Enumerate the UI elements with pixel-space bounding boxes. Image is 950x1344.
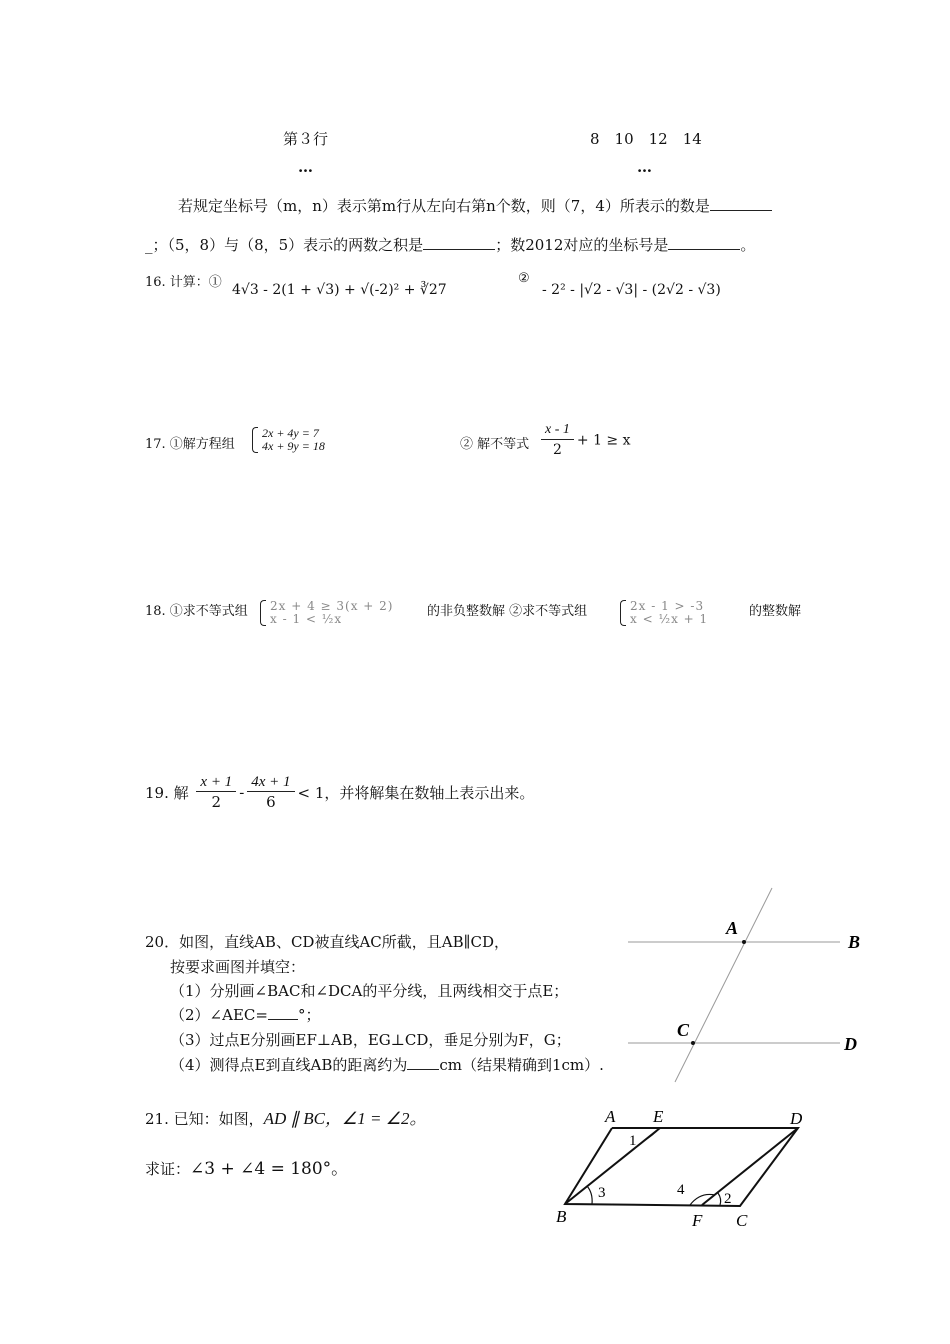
q19-fraction-2 bbox=[247, 773, 294, 812]
q17-eq2: 4x + 9y = 18 bbox=[262, 439, 325, 453]
q20-figure bbox=[625, 880, 865, 1085]
q20-blank-angle bbox=[268, 1005, 298, 1020]
q17-label2: ② 解不等式 bbox=[460, 437, 530, 452]
table-row3-label: 第３行 bbox=[283, 130, 329, 148]
q19-minus: - bbox=[239, 783, 245, 802]
point-c bbox=[691, 1041, 695, 1045]
q20-line3: （1）分别画∠BAC和∠DCA的平分线，且两线相交于点E； bbox=[170, 982, 569, 1000]
q15-line2-b: ；数2012对应的坐标号是 bbox=[495, 236, 669, 254]
q20-line4-a: （2）∠AEC= bbox=[170, 1006, 268, 1024]
q19-f2-den: 6 bbox=[266, 793, 276, 811]
q20-line6-b: cm（结果精确到1cm）. bbox=[439, 1056, 604, 1074]
label-b: B bbox=[848, 932, 861, 952]
label-angle-4: 4 bbox=[677, 1182, 685, 1198]
q21-line1-a: 21. 已知：如图， bbox=[145, 1110, 264, 1128]
ellipsis-left: … bbox=[298, 158, 313, 176]
q16-expr2: - 2² - |√2 - √3| - (2√2 - √3) bbox=[542, 282, 721, 298]
line-ac bbox=[675, 888, 772, 1082]
q19-f2-num: 4x + 1 bbox=[247, 773, 294, 792]
q20-line4-b: °； bbox=[297, 1006, 321, 1024]
q18-mid: 的非负整数解 ②求不等式组 bbox=[427, 604, 588, 619]
q15-blank-2 bbox=[423, 235, 495, 250]
label-c: C bbox=[736, 1211, 748, 1230]
q18-system2 bbox=[618, 600, 708, 626]
q17-frac-num: x - 1 bbox=[541, 421, 574, 440]
q19-f1-den: 2 bbox=[211, 793, 222, 811]
q17-fraction bbox=[541, 421, 574, 460]
q18-system1 bbox=[258, 600, 394, 626]
angle-3-arc bbox=[587, 1186, 592, 1204]
q20-line5: （3）过点E分别画EF⊥AB，EG⊥CD，垂足分别为F，G； bbox=[170, 1031, 571, 1049]
q16-expr1: 4√3 - 2(1 + √3) + √(-2)² + ∛27 bbox=[232, 282, 447, 298]
q17-system bbox=[250, 427, 325, 453]
q21-line2-a: 求证： bbox=[145, 1160, 191, 1178]
q16-label2: ② bbox=[518, 271, 530, 286]
label-angle-3: 3 bbox=[598, 1185, 606, 1201]
q15-line2 bbox=[145, 234, 755, 255]
q15-blank-1 bbox=[710, 196, 772, 211]
label-angle-2: 2 bbox=[724, 1191, 732, 1207]
q21-figure bbox=[550, 1100, 820, 1240]
q17-tail: + 1 ≥ x bbox=[576, 432, 631, 449]
label-c: C bbox=[677, 1020, 690, 1040]
q20-line1: 20．如图，直线AB、CD被直线AC所截，且AB∥CD， bbox=[145, 933, 510, 951]
q21-line2 bbox=[145, 1154, 348, 1179]
q15-line2-end: 。 bbox=[740, 236, 756, 254]
q18-inequality-system-1 bbox=[258, 600, 394, 626]
label-a: A bbox=[605, 1107, 616, 1126]
q20-blank-distance bbox=[407, 1055, 439, 1070]
q19-f1-num: x + 1 bbox=[196, 773, 236, 792]
q17-label: 17. ①解方程组 bbox=[145, 437, 235, 452]
q18-sys1-line1: 2x + 4 ≥ 3(x + 2) bbox=[270, 599, 394, 613]
q20-line2: 按要求画图并填空： bbox=[170, 958, 306, 976]
q15-line2-a: _；（5，8）与（8，5）表示的两数之积是 bbox=[145, 236, 424, 254]
point-a bbox=[742, 940, 746, 944]
angle-2-arc bbox=[718, 1193, 721, 1205]
q17-eq1: 2x + 4y = 7 bbox=[262, 426, 319, 440]
q17-equation-system bbox=[250, 427, 325, 453]
q15-line1-text: 若规定坐标号（m，n）表示第m行从左向右第n个数，则（7，4）所表示的数是 bbox=[178, 197, 710, 215]
label-d: D bbox=[790, 1109, 803, 1128]
q18-tail: 的整数解 bbox=[749, 604, 802, 619]
q18-inequality-system-2 bbox=[618, 600, 708, 626]
q15-line1 bbox=[178, 195, 772, 216]
table-row3-values: 8 10 12 14 bbox=[590, 130, 702, 148]
label-d: D bbox=[844, 1034, 857, 1054]
q16-label: 16. 计算：① bbox=[145, 275, 222, 290]
label-e: E bbox=[653, 1107, 664, 1126]
q20-line6 bbox=[170, 1054, 604, 1075]
label-b: B bbox=[556, 1207, 567, 1226]
q19 bbox=[145, 773, 534, 812]
q20-line6-a: （4）测得点E到直线AB的距离约为 bbox=[170, 1056, 408, 1074]
label-f: F bbox=[692, 1211, 703, 1230]
q15-blank-3 bbox=[668, 235, 740, 250]
label-angle-1: 1 bbox=[629, 1133, 637, 1149]
q21-line1-b: AD ∥ BC，∠1 = ∠2。 bbox=[263, 1109, 427, 1128]
q20-line4 bbox=[170, 1004, 320, 1025]
ellipsis-right: … bbox=[637, 158, 652, 176]
q18-sys1-line2: x - 1 < ½x bbox=[270, 612, 343, 626]
q17-inequality bbox=[538, 421, 631, 460]
label-a: A bbox=[726, 918, 739, 938]
q18-sys2-line1: 2x - 1 > -3 bbox=[630, 599, 705, 613]
q19-fraction-1 bbox=[196, 773, 236, 812]
q18-sys2-line2: x < ½x + 1 bbox=[630, 612, 709, 626]
q19-label: 19. 解 bbox=[145, 784, 189, 802]
q21-line1 bbox=[145, 1104, 426, 1129]
q21-line2-b: ∠3 + ∠4 = 180°。 bbox=[190, 1159, 349, 1179]
q17-frac-den: 2 bbox=[552, 442, 562, 458]
q19-tail: < 1，并将解集在数轴上表示出来。 bbox=[297, 784, 535, 802]
q18-label: 18. ①求不等式组 bbox=[145, 604, 248, 619]
